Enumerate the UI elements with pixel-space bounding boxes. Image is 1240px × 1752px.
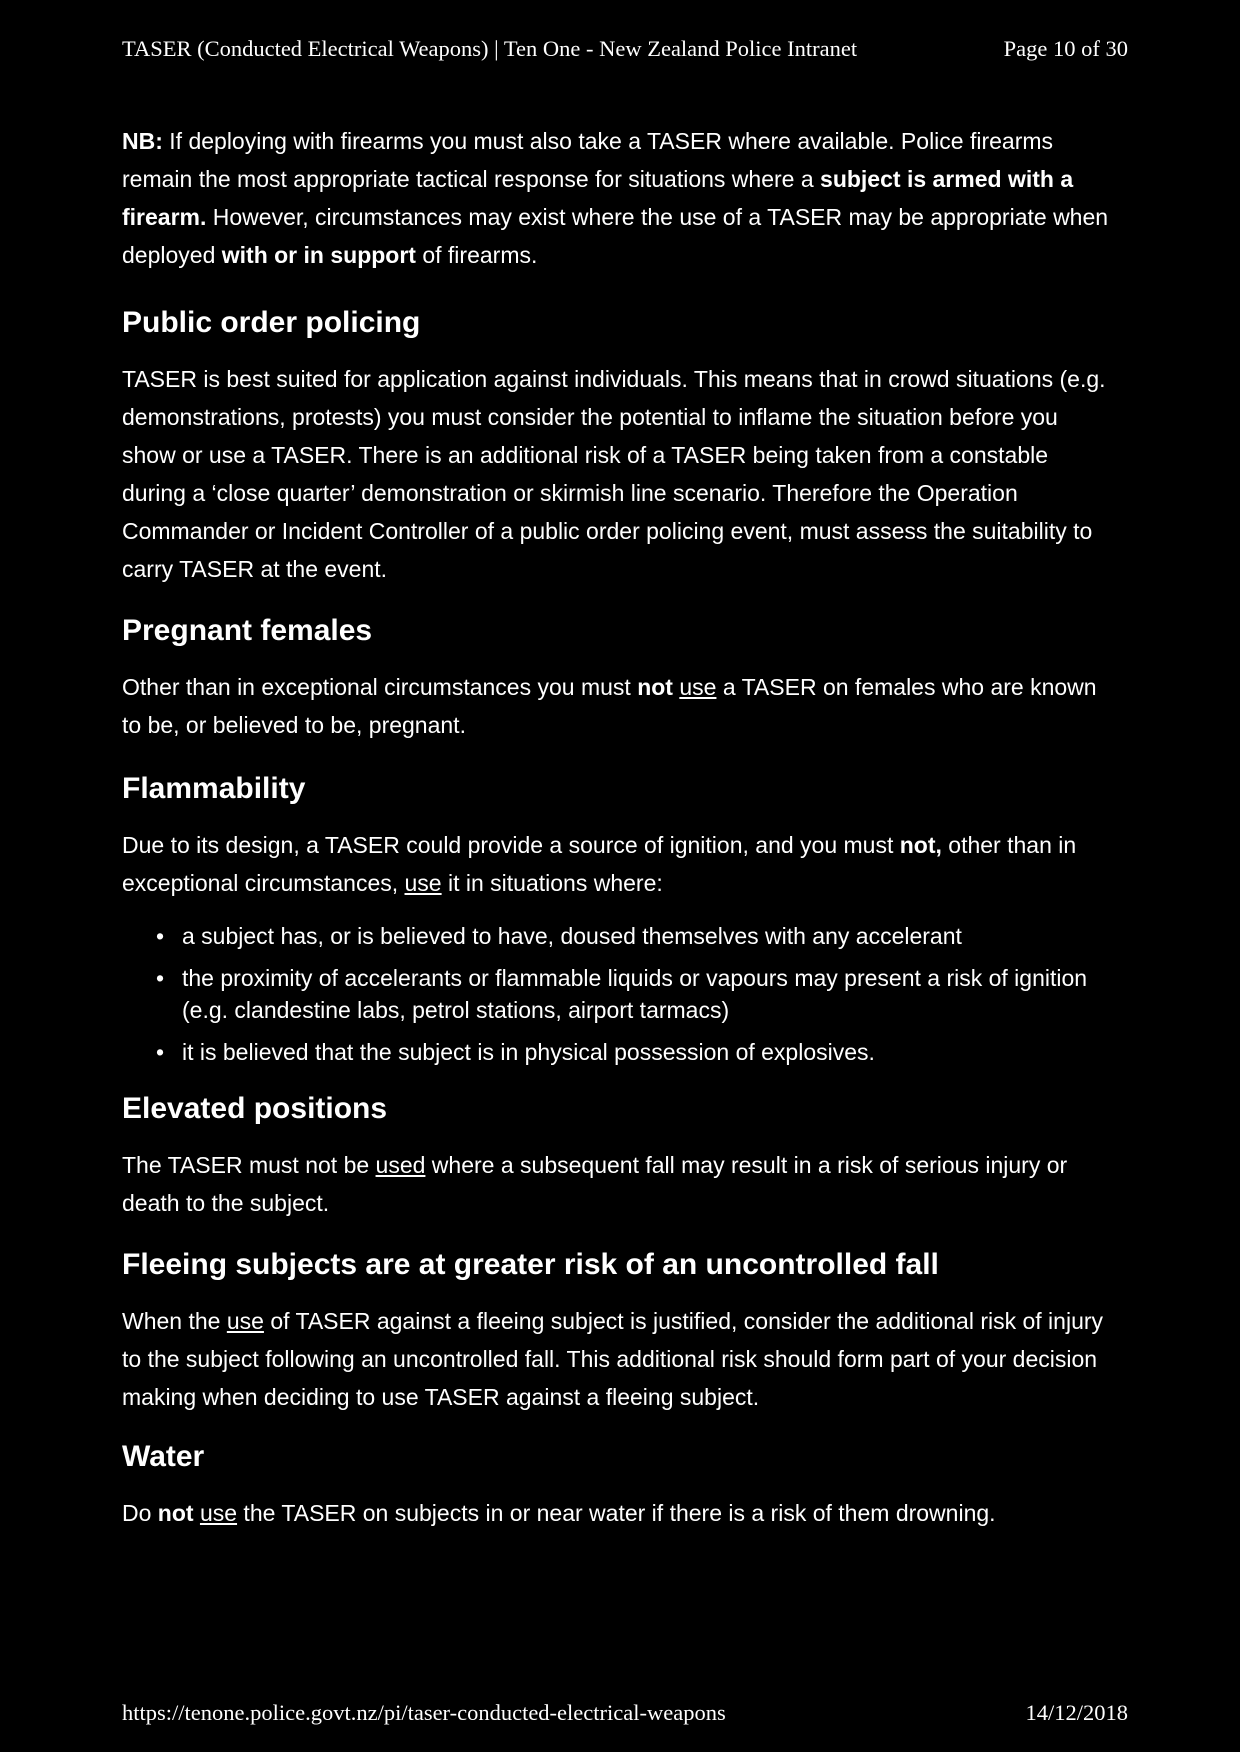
public-order-paragraph: TASER is best suited for application against individuals. This means that in crowd situations (e.g. demonstrations, protests) you must consider the potential to inflame the situation before you show or use a TASER. There is an additional risk of a TASER being taken from a constable during a ‘close quarter’ demonstration or skirmish line scenario. Therefore the Operation Commander or Incident Controller of a public order policing event, must assess the suitability to carry TASER at the event. — [122, 366, 1106, 582]
fleeing-paragraph — [122, 1302, 1112, 1416]
elev-used-link[interactable]: used — [375, 1152, 426, 1178]
water-text-1: Do — [122, 1500, 158, 1526]
pregnant-text-3: a TASER on females who are known to be, or believed to be, pregnant. — [122, 674, 1097, 738]
water-bold-not: not — [157, 1500, 194, 1526]
heading-elevated-positions: Elevated positions — [122, 1092, 388, 1125]
page-number: Page 10 of 30 — [1003, 36, 1128, 61]
nb-text-2: However, circumstances may exist where the use of a TASER may be appropriate when deployed — [122, 204, 1109, 268]
flam-bold-not: not, — [899, 832, 942, 858]
flee-use-link[interactable]: use — [226, 1308, 264, 1334]
flam-text-2: other than in exceptional circumstances, — [122, 832, 1077, 896]
flee-text-1: When the — [122, 1308, 227, 1334]
nb-text-3: of firearms. — [415, 242, 538, 268]
pregnant-text-1: Other than in exceptional circumstances you must — [122, 674, 638, 700]
list-item: • it is believed that the subject is in physical possession of explosives. — [156, 1036, 1112, 1068]
pregnant-bold-not: not — [637, 674, 673, 700]
flam-text-3: it in situations where: — [441, 870, 663, 896]
flammability-list — [122, 920, 1112, 1068]
nb-bold-1: subject is armed with a firearm. — [122, 166, 1074, 230]
flam-text-1: Due to its design, a TASER could provide a source of ignition, and you must — [122, 832, 900, 858]
heading-water: Water — [122, 1440, 205, 1473]
water-text-3: the TASER on subjects in or near water if there is a risk of them drowning. — [237, 1500, 996, 1526]
heading-flammability: Flammability — [122, 772, 306, 805]
page-footer — [122, 1698, 1128, 1728]
nb-paragraph — [122, 122, 1112, 274]
nb-label: NB: — [122, 128, 163, 154]
list-item: • a subject has, or is believed to have, doused themselves with any accelerant — [156, 920, 1112, 952]
flammability-paragraph — [122, 826, 1112, 902]
heading-fleeing-subjects: Fleeing subjects are at greater risk of an uncontrolled fall — [122, 1248, 939, 1281]
page-header — [122, 34, 1128, 64]
heading-pregnant-females: Pregnant females — [122, 614, 373, 647]
elevated-paragraph — [122, 1146, 1112, 1222]
water-paragraph — [122, 1494, 1112, 1532]
heading-public-order: Public order policing — [122, 306, 421, 339]
elev-text-2: where a subsequent fall may result in a risk of serious injury or death to the subject. — [122, 1152, 1068, 1216]
elev-text-1: The TASER must not be — [122, 1152, 376, 1178]
pregnant-use-link[interactable]: use — [679, 674, 717, 700]
flee-text-2: of TASER against a fleeing subject is justified, consider the additional risk of injury to the subject following an uncontrolled fall. This additional risk should form part of your decision making when deciding to use TASER against a fleeing subject. — [122, 1308, 1104, 1410]
water-use-link[interactable]: use — [199, 1500, 238, 1526]
list-item: • the proximity of accelerants or flammable liquids or vapours may present a risk of ignition (e.g. clandestine labs, petrol stations, airport tarmacs) — [156, 962, 1112, 1026]
print-date: 14/12/2018 — [1025, 1700, 1128, 1725]
flam-use-link[interactable]: use — [404, 870, 442, 896]
nb-text-1: If deploying with firearms you must also take a TASER where available. Police firearms remain the most appropriate tactical response for situations where a — [122, 128, 1054, 192]
nb-bold-2: with or in support — [221, 242, 416, 268]
pregnant-paragraph — [122, 668, 1112, 744]
document-content — [122, 122, 1112, 1532]
page-url: https://tenone.police.govt.nz/pi/taser-conducted-electrical-weapons — [122, 1700, 726, 1725]
document-title: TASER (Conducted Electrical Weapons) | Ten One - New Zealand Police Intranet — [122, 36, 858, 61]
